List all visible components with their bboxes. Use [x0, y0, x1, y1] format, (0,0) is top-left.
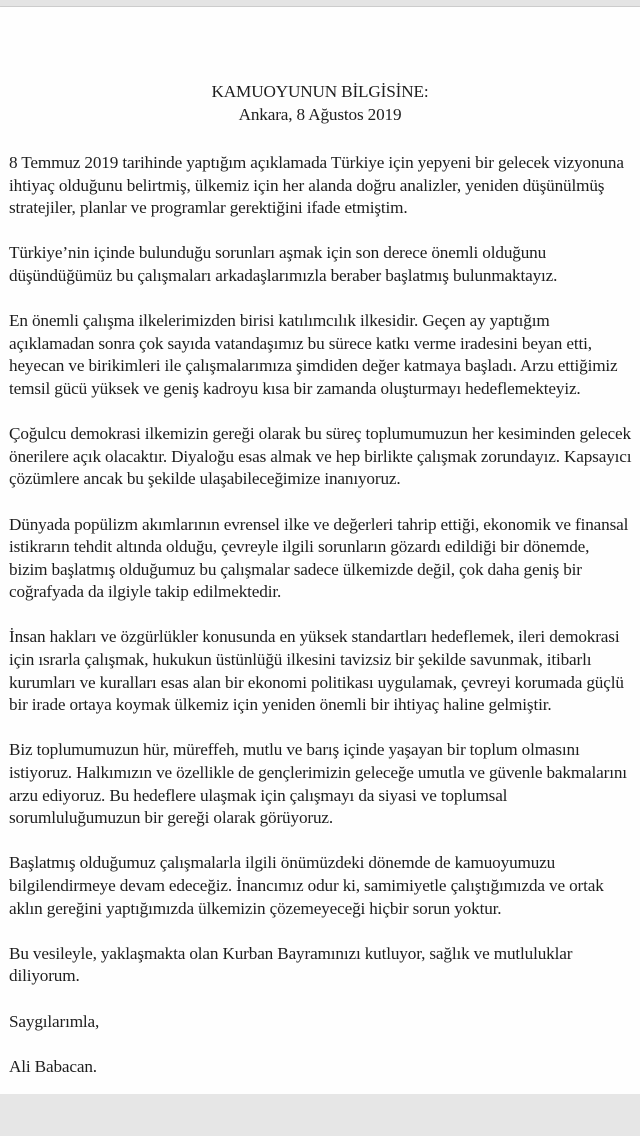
- text-line: sorumluluğumuzun bir gereği olarak görüyoruz.: [9, 808, 334, 828]
- text-line: diliyorum.: [9, 966, 80, 986]
- text-line: Dünyada popülizm akımlarının evrensel ilke ve değerleri tahrip ettiği, ekonomik ve finansal: [9, 514, 629, 534]
- text-line: Saygılarımla,: [9, 1011, 100, 1031]
- paragraph-vision: [9, 152, 634, 220]
- paragraph-pluralism: [9, 423, 634, 491]
- text-line: temsil gücü yüksek ve geniş kadroyu kısa bir zamanda oluşturmayı hedeflemekteyiz.: [9, 378, 581, 398]
- text-line: istikrarın tehdit altında olduğu, çevreyle ilgili sorunların gözardı edildiği bir dönemde,: [9, 537, 590, 557]
- paragraph-rights: [9, 626, 634, 716]
- paragraph-populism: [9, 514, 634, 604]
- text-line: İnsan hakları ve özgürlükler konusunda en yüksek standartları hedeflemek, ileri demokrasi: [9, 627, 620, 647]
- text-line: kurumları ve kuralları esas alan bir ekonomi politikası uygulamak, çevreyi korumada güçlü: [9, 672, 624, 692]
- text-line: Çoğulcu demokrasi ilkemizin gereği olarak bu süreç toplumumuzun her kesiminden gelecek: [9, 424, 631, 444]
- text-line: bir irade ortaya koymak ülkemiz için yeniden önemli bir ihtiyaç haline gelmiştir.: [9, 695, 552, 715]
- document-body: [9, 152, 634, 1101]
- text-line: Biz toplumumuzun hür, müreffeh, mutlu ve barış içinde yaşayan bir toplum olmasını: [9, 740, 580, 760]
- place-date: Ankara, 8 Ağustos 2019: [238, 104, 402, 124]
- text-line: ihtiyaç olduğunu belirtmiş, ülkemiz için her alanda doğru analizler, yeniden düşünülmüş: [9, 175, 605, 195]
- paragraph-society: [9, 739, 634, 829]
- paragraph-informing: [9, 852, 634, 920]
- text-line: arzu ediyoruz. Bu hedeflere ulaşmak için çalışmayı da siyasi ve toplumsal: [9, 785, 508, 805]
- paragraph-participation: [9, 310, 634, 400]
- text-line: bilgilendirmeye devam edeceğiz. İnancımız odur ki, samimiyetle çalıştığımızda ve ortak: [9, 876, 604, 895]
- bottom-edge-band: [0, 1094, 640, 1136]
- text-line: Bu vesileyle, yaklaşmakta olan Kurban Bayramınızı kutluyor, sağlık ve mutluluklar: [9, 943, 573, 963]
- text-line: En önemli çalışma ilkelerimizden birisi katılımcılık ilkesidir. Geçen ay yaptığım: [9, 311, 550, 331]
- text-line: heyecan ve birikimleri ile çalışmalarımıza şimdiden değer katmaya başladı. Arzu ettiğimiz: [9, 356, 618, 376]
- top-edge-band: [0, 0, 640, 7]
- text-line: stratejiler, planlar ve programlar gerektiğini ifade etmiştim.: [9, 198, 408, 218]
- text-line: 8 Temmuz 2019 tarihinde yaptığım açıklamada Türkiye için yepyeni bir gelecek vizyonuna: [9, 153, 624, 172]
- text-line: önerilere açık olacaktır. Diyaloğu esas almak ve hep birlikte çalışmak zorundayız. Kapsayıcı: [9, 446, 632, 466]
- text-line: Türkiye’nin içinde bulunduğu sorunları aşmak için son derece önemli olduğunu: [9, 243, 547, 263]
- text-line: istiyoruz. Halkımızın ve özellikle de gençlerimizin geleceğe umutla ve güvenle bakmalarını: [9, 763, 627, 783]
- text-line: Başlatmış olduğumuz çalışmalarla ilgili önümüzdeki dönemde de kamuoyumuzu: [9, 853, 556, 873]
- closing-salutation: [9, 1011, 634, 1034]
- text-line: açıklamadan sonra çok sayıda vatandaşımız bu sürece katkı verme iradesini beyan etti,: [9, 333, 592, 353]
- document-page[interactable]: [0, 7, 640, 1094]
- text-line: çözümlere ancak bu şekilde ulaşabileceğimize inanıyoruz.: [9, 469, 401, 489]
- text-line: coğrafyada da ilgiyle takip edilmektedir.: [9, 582, 282, 602]
- document-heading: [0, 81, 640, 126]
- paragraph-work-started: [9, 242, 634, 287]
- signature: [9, 1056, 634, 1079]
- document-title: KAMUOYUNUN BİLGİSİNE:: [211, 82, 429, 101]
- text-line: bizim başlatmış olduğumuz bu çalışmalar sadece ülkemizde değil, çok daha geniş bir: [9, 559, 582, 579]
- text-line: Ali Babacan.: [9, 1056, 97, 1076]
- text-line: düşündüğümüz bu çalışmaları arkadaşlarımızla beraber başlatmış bulunmaktayız.: [9, 265, 558, 285]
- paragraph-greetings: [9, 943, 634, 988]
- text-line: için ısrarla çalışmak, hukukun üstünlüğü ilkesini tavizsiz bir şekilde savunmak, itibarlı: [9, 650, 592, 670]
- text-line: aklın gereğini yaptığımızda ülkemizin çözemeyeceği hiçbir sorun yoktur.: [9, 898, 502, 918]
